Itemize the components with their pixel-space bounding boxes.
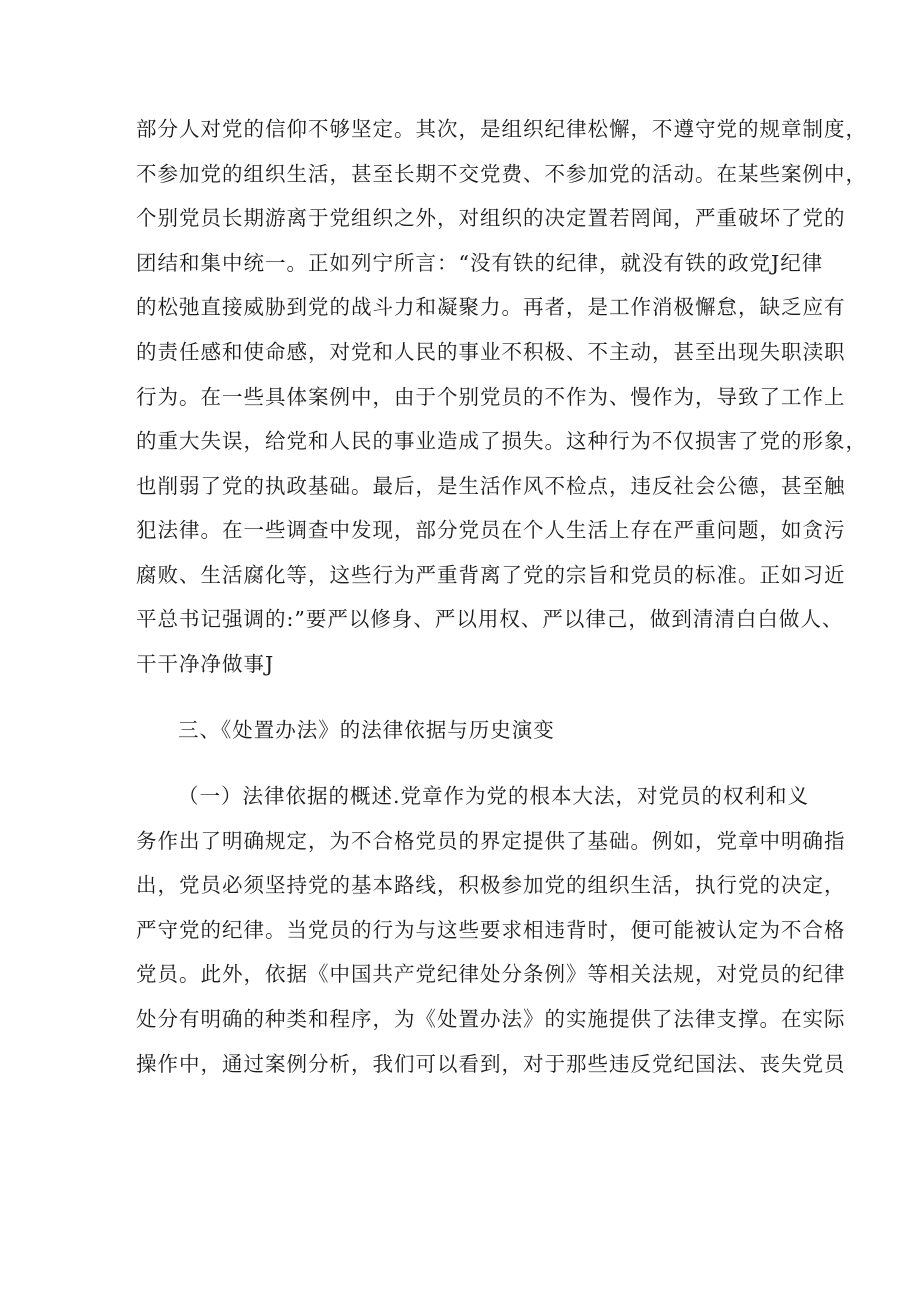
paragraph-line: 的松弛直接威胁到党的战斗力和凝聚力。再者，是工作消极懈怠，缺乏应有 — [136, 295, 846, 319]
paragraph-line: 团结和集中统一。正如列宁所言：“没有铁的纪律，就没有铁的政党J纪律 — [136, 251, 824, 275]
paragraph-line: （一）法律依据的概述.党章作为党的根本大法，对党员的权利和义 — [178, 784, 810, 808]
paragraph-line: 务作出了明确规定，为不合格党员的界定提供了基础。例如，党章中明确指 — [136, 829, 846, 853]
paragraph-line: 个别党员长期游离于党组织之外，对组织的决定置若罔闻，严重破坏了党的 — [136, 206, 846, 230]
paragraph-line: 党员。此外，依据《中国共产党纪律处分条例》等相关法规，对党员的纪律 — [136, 962, 846, 986]
paragraph-line: 犯法律。在一些调查中发现，部分党员在个人生活上存在严重问题，如贪污 — [136, 518, 846, 542]
paragraph-line: 也削弱了党的执政基础。最后，是生活作风不检点，违反社会公德，甚至触 — [136, 474, 846, 498]
paragraph-line: 平总书记强调的:”要严以修身、严以用权、严以律己，做到清清白白做人、 — [136, 607, 844, 631]
paragraph-line: 的重大失误，给党和人民的事业造成了损失。这种行为不仅损害了党的形象， — [136, 429, 867, 453]
paragraph-line: 不参加党的组织生活，甚至长期不交党费、不参加党的活动。在某些案例中， — [136, 162, 867, 186]
paragraph-line: 行为。在一些具体案例中，由于个别党员的不作为、慢作为，导致了工作上 — [136, 385, 846, 409]
section-heading: 三、《处置办法》的法律依据与历史演变 — [178, 718, 555, 742]
paragraph-line: 干干净净做事J — [136, 652, 275, 676]
paragraph-line: 操作中，通过案例分析，我们可以看到，对于那些违反党纪国法、丧失党员 — [136, 1052, 846, 1076]
paragraph-line: 腐败、生活腐化等，这些行为严重背离了党的宗旨和党员的标准。正如习近 — [136, 563, 846, 587]
paragraph-line: 的责任感和使命感，对党和人民的事业不积极、不主动，甚至出现失职渎职 — [136, 340, 846, 364]
paragraph-line: 部分人对党的信仰不够坚定。其次，是组织纪律松懈，不遵守党的规章制度， — [136, 117, 867, 141]
paragraph-line: 出，党员必须坚持党的基本路线，积极参加党的组织生活，执行党的决定， — [136, 873, 846, 897]
paragraph-line: 严守党的纪律。当党员的行为与这些要求相违背时，便可能被认定为不合格 — [136, 918, 846, 942]
paragraph-line: 处分有明确的种类和程序，为《处置办法》的实施提供了法律支撑。在实际 — [136, 1007, 846, 1031]
